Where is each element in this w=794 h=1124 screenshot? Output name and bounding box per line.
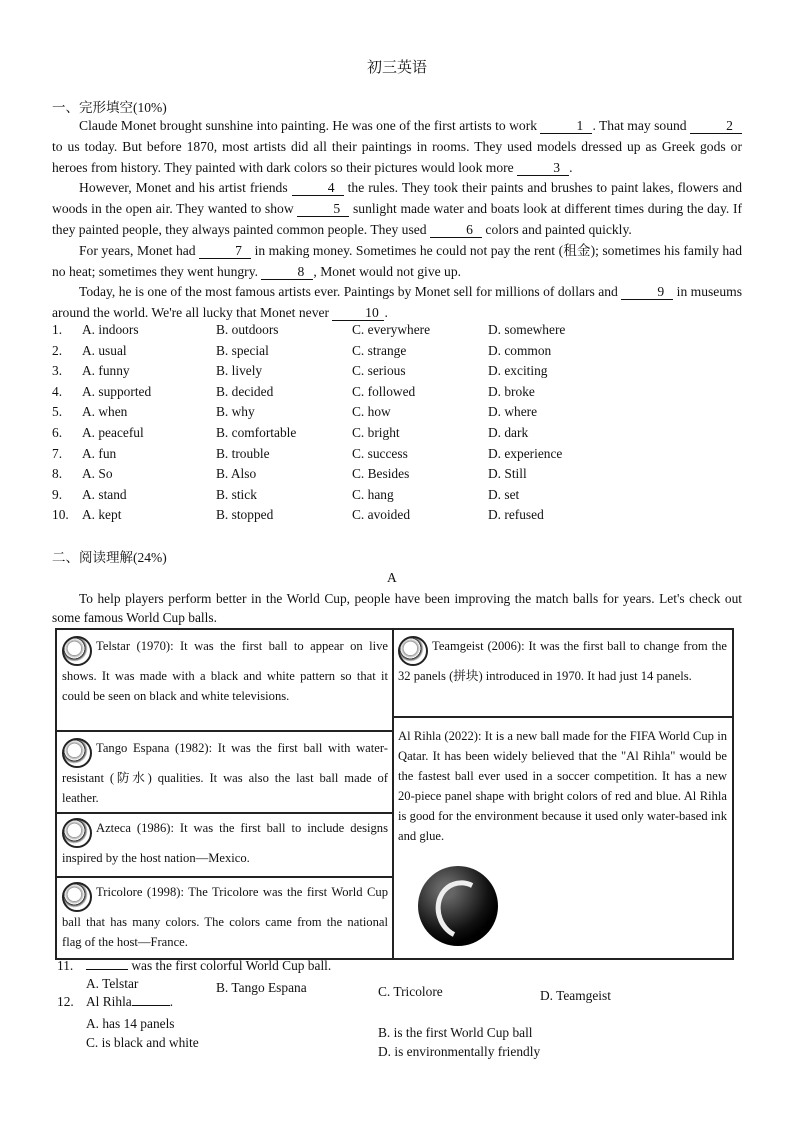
blank-8: 8 (261, 264, 313, 280)
q12-blank (132, 1005, 170, 1006)
cell-azteca: Azteca (1986): It was the first ball to include designs inspired by the host nation—Mexico. (56, 813, 394, 877)
cell-tricolore: Tricolore (1998): The Tricolore was the first World Cup ball that has many colors. The colors came from the national flag of the host—France. (56, 877, 394, 959)
cloze-passage (52, 116, 742, 324)
q11-number: 11. (57, 958, 74, 973)
q12-option-a: A. has 14 panels (86, 1016, 175, 1031)
blank-5: 5 (297, 201, 349, 217)
blank-2: 2 (690, 118, 742, 134)
cell-teamgeist: Teamgeist (2006): It was the first ball to change from the 32 panels (拼块) introduced in 1970. It had just 14 panels. (392, 629, 733, 717)
telstar-ball-icon (62, 636, 92, 666)
cell-alrihla: Al Rihla (2022): It is a new ball made for the FIFA World Cup in Qatar. It has been widely believed that the "Al Rihla" would be the fastest ball ever used in a soccer competition. It has a new 20-piece panel shape with bright colors of red and blue. Al Rihla is good for the environment because it used only water-based ink and glue. (392, 717, 733, 959)
blank-6: 6 (430, 222, 482, 238)
q11-blank (86, 969, 128, 970)
world-cup-balls-table (55, 628, 734, 960)
blank-9: 9 (621, 284, 673, 300)
teamgeist-ball-icon (398, 636, 428, 666)
q12-option-c: C. is black and white (86, 1035, 199, 1050)
blank-1: 1 (540, 118, 592, 134)
q11-option-a: A. Telstar (86, 976, 139, 991)
tricolore-ball-icon (62, 882, 92, 912)
q12-stem: Al Rihla . (86, 994, 174, 1009)
tango-ball-icon (62, 738, 92, 768)
cell-tango: Tango Espana (1982): It was the first ball with water-resistant (防水) qualities. It was also the last ball made of leather. (56, 731, 394, 813)
q11-option-b: B. Tango Espana (216, 980, 307, 995)
reading-intro: To help players perform better in the World Cup, people have been improving the match balls for years. Let's check out some famous World Cup balls. (52, 591, 742, 625)
page-title: 初三英语 (366, 60, 427, 76)
passage-label: A (387, 570, 397, 585)
blank-10: 10 (332, 305, 384, 321)
blank-3: 3 (517, 160, 569, 176)
cloze-paragraph-2: However, Monet and his artist friends 4 the rules. They took their paints and brushes to paint lakes, flowers and woods in the open air. They wanted to show 5 sunlight made water and boats look at different times during the day. If they painted people, they always painted common people. They used 6 colors and painted quickly. (52, 180, 743, 237)
blank-4: 4 (292, 180, 344, 196)
q11-option-d: D. Teamgeist (540, 988, 611, 1003)
blank-7: 7 (199, 243, 251, 259)
cell-telstar: Telstar (1970): It was the first ball to appear on live shows. It was made with a black and white pattern so that it could be seen on black and white televisions. (56, 629, 394, 731)
al-rihla-ball-image (418, 866, 498, 946)
section1-heading: 一、完形填空(10%) (52, 100, 167, 115)
q12-number: 12. (57, 994, 74, 1009)
q11-option-c: C. Tricolore (378, 984, 443, 999)
q11-stem: was the first colorful World Cup ball. (86, 958, 331, 974)
cloze-paragraph-3: For years, Monet had 7 in making money. Sometimes he could not pay the rent (租金); sometimes his family had no heat; sometimes they went hungry. 8 , Monet would not give up. (52, 242, 742, 279)
azteca-ball-icon (62, 818, 92, 848)
q12-option-b: B. is the first World Cup ball (378, 1025, 533, 1040)
cloze-paragraph-1: Claude Monet brought sunshine into painting. He was one of the first artists to work 1 . That may sound 2 to us today. But before 1870, most artists did all their paintings in rooms. They used models dressed up as Greek gods or heroes from history. They painted with dark colors so their pictures would look more 3 . (52, 118, 742, 175)
section2-heading: 二、阅读理解(24%) (52, 550, 167, 565)
q12-option-d: D. is environmentally friendly (378, 1044, 541, 1059)
cloze-paragraph-4: Today, he is one of the most famous artists ever. Paintings by Monet sell for millions of dollars and 9 in museums around the world. We're all lucky that Monet never 10 . (52, 284, 742, 321)
